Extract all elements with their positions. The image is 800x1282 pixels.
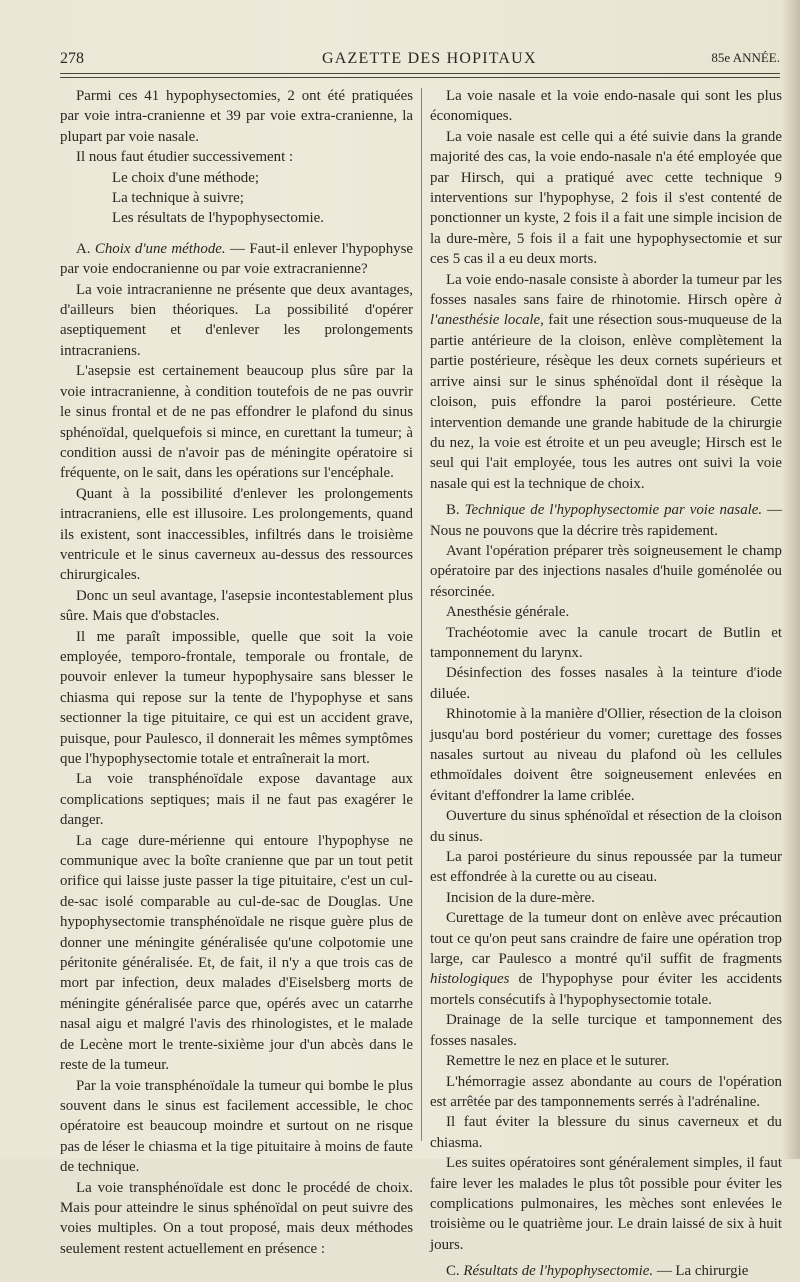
text-run: , fait une résection sous-muqueuse de la partie antérieure de la cloison, enlève complètement la partie postérieure, résèque les deux cornets supérieurs et arrive ainsi sur le sinus sphénoïdal dont il résèque la cloison, puis effondre la paroi postérieure. Cette intervention demande une grande habitude de la chirurgie du nez, la voie est étroite et un peu aveugle; Hirsch est le seul qui l'ait employée, tous les autres ont suivi la voie nasale qui est la technique de choix. xyxy=(430,312,782,492)
paragraph: La voie nasale et la voie endo-nasale qui sont les plus économiques. xyxy=(430,88,782,125)
list-item: Les résultats de l'hypophysectomie. xyxy=(112,210,324,227)
page-number: 278 xyxy=(60,50,84,67)
paragraph: Avant l'opération préparer très soigneusement le champ opératoire par des injections nasales d'huile goménolée ou résorcinée. xyxy=(430,542,782,600)
section-letter: A. xyxy=(76,240,91,257)
column-divider xyxy=(421,88,422,1141)
paragraph: Anesthésie générale. xyxy=(446,604,570,621)
page-header xyxy=(60,44,780,68)
paragraph: La voie transphénoïdale expose davantage aux complications septiques; mais il ne faut pas exagérer le danger. xyxy=(60,771,413,829)
paragraph: La voie transphénoïdale est donc le procédé de choix. Mais pour atteindre le sinus sphénoïdal on peut suivre des voies multiples. On a tout proposé, mais deux méthodes seulement restent actuellement en présence : xyxy=(60,1179,413,1257)
paragraph: Drainage de la selle turcique et tamponnement des fosses nasales. xyxy=(430,1012,782,1049)
paragraph: La cage dure-mérienne qui entoure l'hypophyse ne communique avec la boîte cranienne que par un tout petit orifice qui laisse juste passer la tige pituitaire, c'est un cul-de-sac isolé comparable au cul-de-sac de Douglas. Une hypophysectomie transphénoïdale ne risque guère plus de donner une méningite généralisée qu'une colpotomie une péritonite généralisée. Et, de fait, il n'y a que trois cas de mort par infection, deux malades d'Eiselsberg morts de méningite généralisée parce que, opérés avec un catarrhe nasal aigu et malgré l'avis des rhinologistes, et le malade de Lecène mort le trente-sixième jour d'un abcès dans le reste de la tumeur. xyxy=(60,832,413,1074)
paragraph xyxy=(430,270,782,494)
section-title: Technique de l'hypophysectomie par voie nasale. xyxy=(464,502,763,519)
section-a-heading xyxy=(60,239,413,280)
paragraph xyxy=(430,908,782,1010)
paragraph: Donc un seul avantage, l'asepsie incontestablement plus sûre. Mais que d'obstacles. xyxy=(60,587,413,625)
paragraph: Ouverture du sinus sphénoïdal et résection de la cloison du sinus. xyxy=(430,808,782,845)
paragraph: Il nous faut étudier successivement : xyxy=(76,149,294,166)
left-column xyxy=(60,86,413,1257)
paragraph: Quant à la possibilité d'enlever les prolongements intracraniens, elle est illusoire. Les prolongements, quand ils existent, sont inaccessibles, infiltrés dans le troisième ventricule et le sinus caverneux au-dessus des ressources chirurgicales. xyxy=(60,485,413,584)
outline-list xyxy=(60,168,413,233)
header-rule xyxy=(60,73,780,74)
page-edge-shadow xyxy=(782,0,800,1159)
paragraph: L'hémorragie assez abondante au cours de l'opération est arrêtée par des tamponnements serrés à l'adrénaline. xyxy=(430,1073,782,1110)
text-run: de l'hypophyse pour éviter les accidents mortels consécutifs à l'hypophysectomie totale. xyxy=(430,971,782,1008)
paragraph: Par la voie transphénoïdale la tumeur qui bombe le plus souvent dans le sinus est facilement accessible, le choc opératoire est beaucoup moindre et surtout on ne risque pas de léser le chiasma et la tige pituitaire à moins de faute de technique. xyxy=(60,1077,413,1176)
header-rule-double xyxy=(60,77,780,78)
paragraph: Parmi ces 41 hypophysectomies, 2 ont été pratiquées par voie intra-cranienne et 39 par voie extra-cranienne, la plupart par voie nasale. xyxy=(60,88,413,145)
right-column xyxy=(430,86,782,1280)
section-title: Résultats de l'hypophysectomie. xyxy=(463,1263,654,1280)
section-text: — La chirurgie xyxy=(656,1263,749,1280)
paragraph: Désinfection des fosses nasales à la teinture d'iode diluée. xyxy=(430,665,782,702)
paragraph: Il faut éviter la blessure du sinus caverneux et du chiasma. xyxy=(430,1114,782,1151)
paragraph: Il me paraît impossible, quelle que soit la voie employée, temporo-frontale, temporale ou frontale, de pouvoir enlever la tumeur hypophysaire sans blesser le chiasma qui repose sur la tente de l'hypophyse et sans sectionner la tige pituitaire, ce qui est un accident grave, puisque, pour Paulesco, il donnerait les mêmes symptômes que l'hypophysectomie totale et entraînerait la mort. xyxy=(60,628,413,767)
italic-run: histologiques xyxy=(430,971,510,988)
paragraph: Rhinotomie à la manière d'Ollier, résection de la cloison jusqu'au bord postérieur du vomer; curettage des fosses nasales surtout au niveau du plafond où les cellules ethmoïdales doivent être soigneusement enlevées en évitant d'effondrer la lame criblée. xyxy=(430,706,782,804)
section-c-heading xyxy=(430,1261,782,1281)
section-letter: B. xyxy=(446,502,460,519)
journal-title: GAZETTE DES HOPITAUX xyxy=(322,50,537,67)
list-item: Le choix d'une méthode; xyxy=(112,169,259,186)
section-b-heading xyxy=(430,500,782,541)
section-title: Choix d'une méthode. xyxy=(94,240,226,257)
text-run: La voie endo-nasale consiste à aborder la tumeur par les fosses nasales sans faire de rhinotomie. Hirsch opère xyxy=(430,271,782,309)
paragraph: Incision de la dure-mère. xyxy=(446,889,595,906)
italic-run: à l'anesthésie locale xyxy=(430,292,782,329)
paragraph: La paroi postérieure du sinus repoussée par la tumeur est effondrée à la curette ou au ciseau. xyxy=(430,849,782,886)
paragraph: La voie nasale est celle qui a été suivie dans la grande majorité des cas, la voie endo-nasale n'a été employée que par Hirsch, qui a pratiqué avec cette technique 9 interventions sur l'hypophyse, 2 fois il s'est contenté de ponctionner un kyste, 2 fois il a fait une simple incision de la dure-mère, 5 fois il a fait une hypophysectomie et sur ces 5 cas il a eu deux morts. xyxy=(430,128,782,268)
paragraph: L'asepsie est certainement beaucoup plus sûre par la voie intracranienne, à condition toutefois de ne pas ouvrir le sinus frontal et de ne pas effondrer le plafond du sinus sphénoïdal, quelquefois si mince, en curettant la tumeur; à condition aussi de n'avoir pas de méningite opératoire si fréquente, on le sait, dans les opérations sur l'encéphale. xyxy=(60,363,413,482)
section-text: — Nous ne pouvons que la décrire très rapidement. xyxy=(430,502,782,539)
list-item: La technique à suivre; xyxy=(112,190,244,207)
text-run: Curettage de la tumeur dont on enlève avec précaution tout ce qu'on peut sans craindre de faire une opération trop large, car Paulesco a montré qu'il suffit de fragments xyxy=(430,910,782,968)
section-letter: C. xyxy=(446,1263,460,1280)
paragraph: Les suites opératoires sont généralement simples, il faut faire lever les malades le plus tôt possible pour éviter les complications pulmonaires, les mèches sont enlevées le troisième ou le quatrième jour. Le drain laissé de six à huit jours. xyxy=(430,1155,782,1253)
paragraph: La voie intracranienne ne présente que deux avantages, d'ailleurs bien théoriques. La possibilité d'opérer aseptiquement et d'enlever les prolongements intracraniens. xyxy=(60,281,413,359)
section-text: — Faut-il enlever l'hypophyse par voie endocranienne ou par voie extracranienne? xyxy=(60,240,413,278)
journal-year: 85e ANNÉE. xyxy=(711,50,780,65)
paragraph: Trachéotomie avec la canule trocart de Butlin et tamponnement du larynx. xyxy=(430,624,782,661)
paragraph: Remettre le nez en place et le suturer. xyxy=(446,1053,670,1070)
